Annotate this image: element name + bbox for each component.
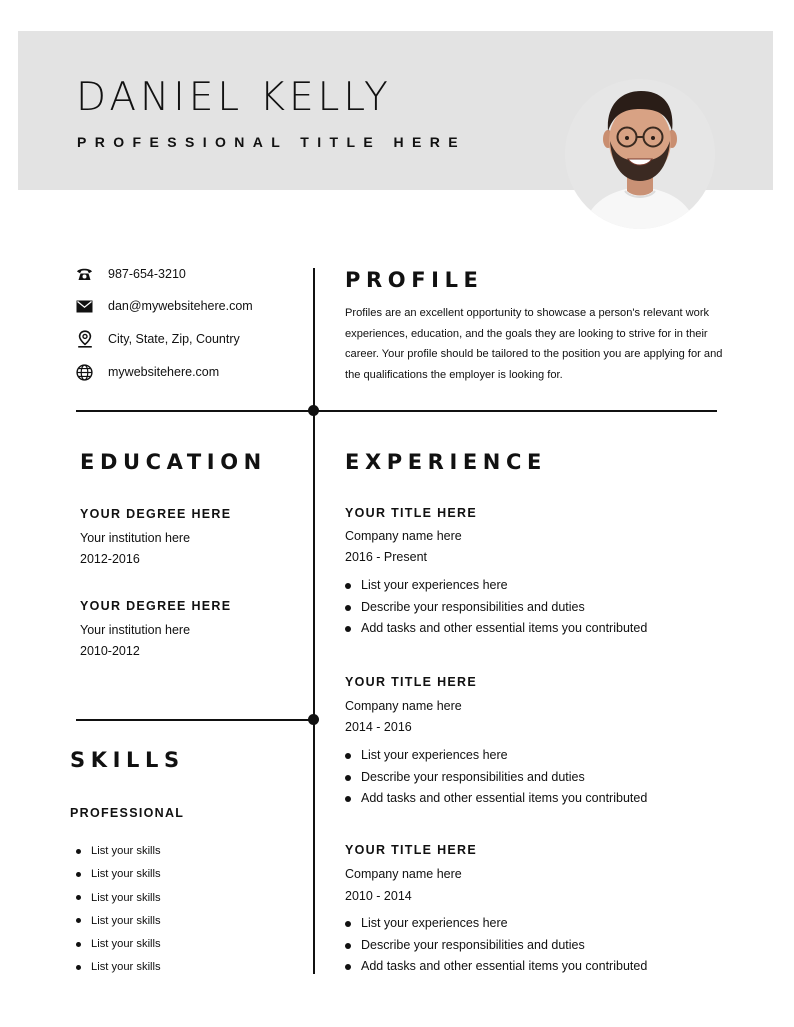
contact-location-text: City, State, Zip, Country <box>108 332 240 346</box>
experience-bullet: List your experiences here <box>345 913 647 935</box>
experience-title: YOUR TITLE HERE <box>345 843 478 857</box>
skills-list <box>76 840 161 980</box>
education-institution: Your institution here <box>80 531 191 545</box>
skill-item: List your skills <box>76 933 161 956</box>
experience-bullets <box>345 913 647 978</box>
experience-title: YOUR TITLE HERE <box>345 506 478 520</box>
education-degree: YOUR DEGREE HERE <box>80 599 232 613</box>
globe-icon <box>76 364 93 381</box>
experience-company: Company name here <box>345 529 462 543</box>
experience-bullet: Add tasks and other essential items you contributed <box>345 618 647 640</box>
contact-website-text: mywebsitehere.com <box>108 365 220 379</box>
contact-location <box>76 330 240 348</box>
divider-dot <box>308 714 319 725</box>
experience-bullet: List your experiences here <box>345 575 647 597</box>
contact-website[interactable] <box>76 363 219 381</box>
skills-subheading: PROFESSIONAL <box>70 806 185 820</box>
experience-bullet: Describe your responsibilities and duties <box>345 767 647 789</box>
contact-email[interactable] <box>76 297 253 315</box>
experience-bullet: Describe your responsibilities and duties <box>345 597 647 619</box>
experience-bullets <box>345 745 647 810</box>
divider-dot <box>308 405 319 416</box>
location-pin-icon <box>76 331 93 348</box>
experience-dates: 2014 - 2016 <box>345 720 412 734</box>
contact-email-text: dan@mywebsitehere.com <box>108 299 253 313</box>
profile-heading: PROFILE <box>345 268 484 292</box>
experience-dates: 2010 - 2014 <box>345 889 412 903</box>
education-heading: EDUCATION <box>80 450 267 474</box>
experience-dates: 2016 - Present <box>345 550 427 564</box>
profile-photo <box>565 79 715 229</box>
professional-title: PROFESSIONAL TITLE HERE <box>77 134 466 150</box>
contact-phone-text: 987-654-3210 <box>108 267 186 281</box>
education-years: 2010-2012 <box>80 644 140 658</box>
education-institution: Your institution here <box>80 623 191 637</box>
education-degree: YOUR DEGREE HERE <box>80 507 232 521</box>
skill-item: List your skills <box>76 863 161 886</box>
experience-company: Company name here <box>345 699 462 713</box>
experience-bullet: Add tasks and other essential items you contributed <box>345 788 647 810</box>
column-divider <box>313 268 315 974</box>
experience-bullet: Add tasks and other essential items you contributed <box>345 956 647 978</box>
profile-text: Profiles are an excellent opportunity to showcase a person's relevant work experiences, education, and the goals they are looking to strive for in their career. Your profile should be tailored to the position you are applying for and the qualifications the employer is looking for. <box>345 307 723 382</box>
skill-item: List your skills <box>76 956 161 979</box>
experience-title: YOUR TITLE HERE <box>345 675 478 689</box>
skills-heading: SKILLS <box>70 748 185 772</box>
section-divider-top <box>76 410 717 412</box>
section-divider-skills <box>76 719 314 721</box>
skill-item: List your skills <box>76 887 161 910</box>
experience-company: Company name here <box>345 867 462 881</box>
experience-bullet: Describe your responsibilities and duties <box>345 935 647 957</box>
phone-icon <box>76 266 93 283</box>
education-years: 2012-2016 <box>80 552 140 566</box>
experience-heading: EXPERIENCE <box>345 450 547 474</box>
skill-item: List your skills <box>76 840 161 863</box>
skill-item: List your skills <box>76 910 161 933</box>
candidate-name: DANIEL KELLY <box>76 75 392 120</box>
experience-bullets <box>345 575 647 640</box>
contact-phone <box>76 265 186 283</box>
experience-bullet: List your experiences here <box>345 745 647 767</box>
email-icon <box>76 298 93 315</box>
